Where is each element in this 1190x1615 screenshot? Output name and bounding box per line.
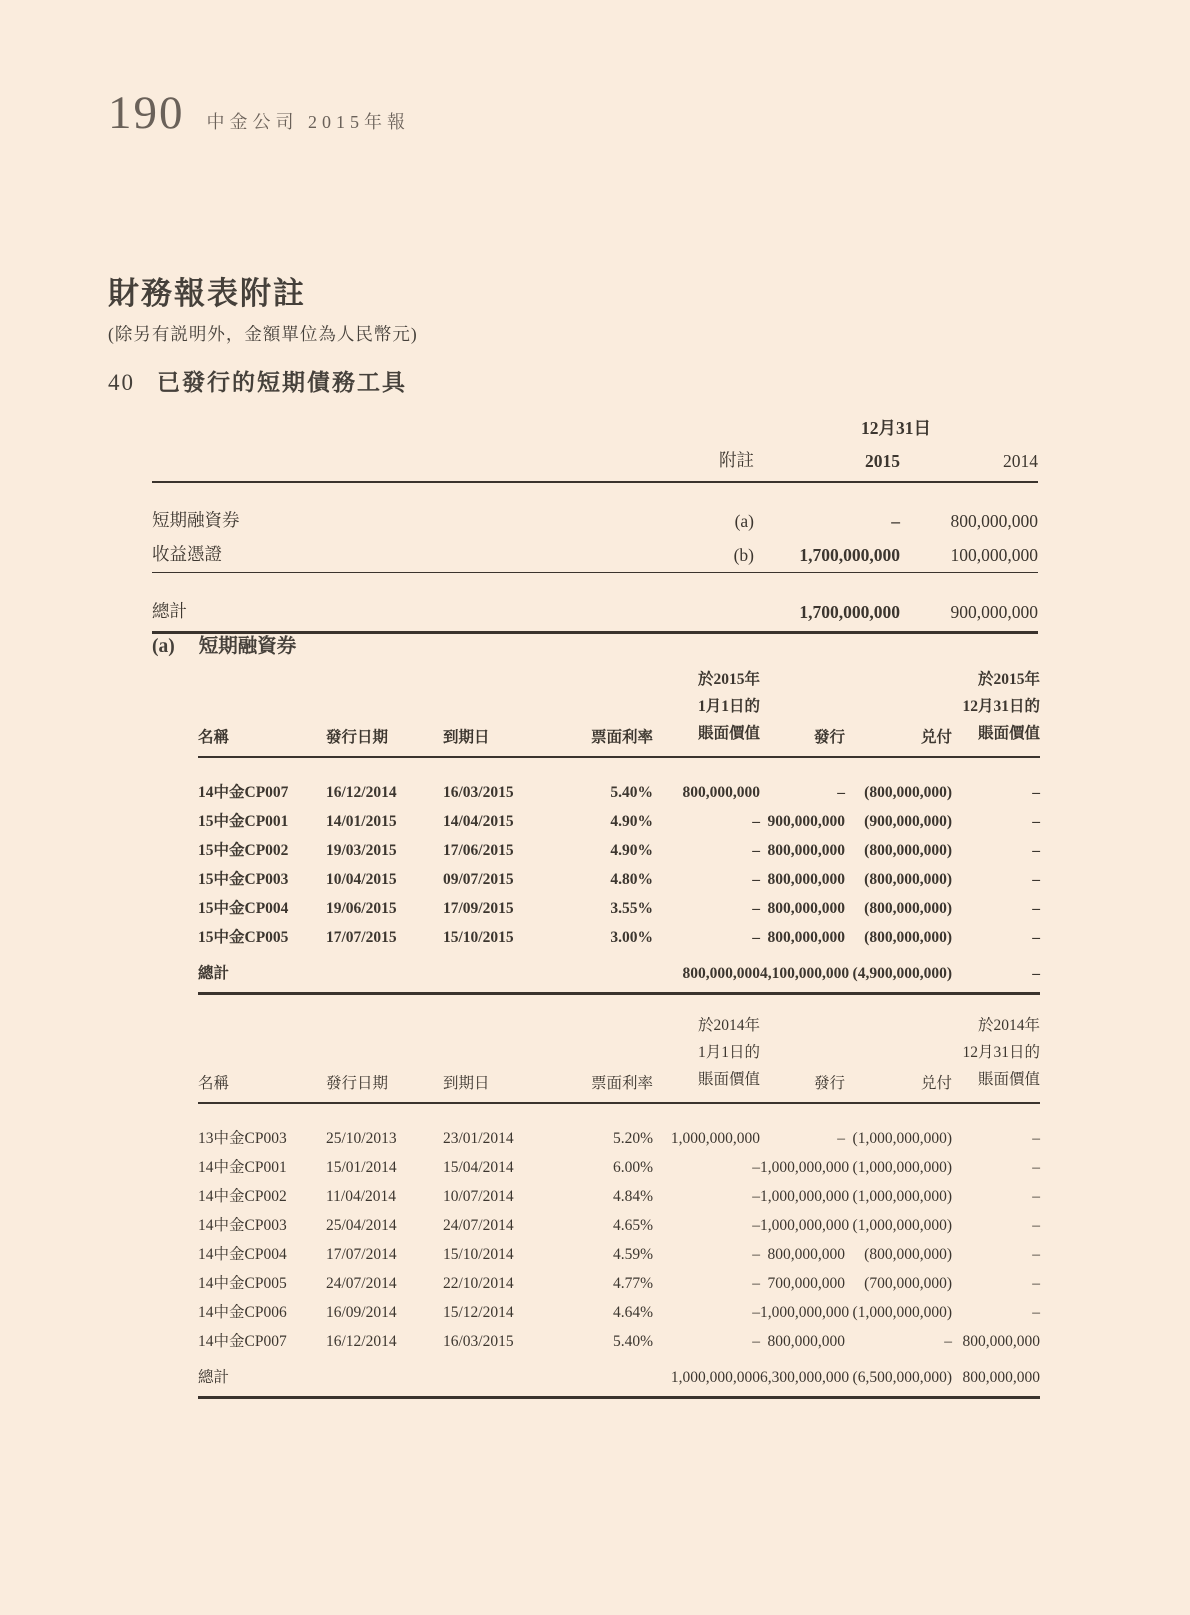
cp-name: 14中金CP006 [198,1304,287,1321]
cp-row [198,1235,1040,1264]
cp-table-2014 [198,1012,1040,1399]
cp-redeemed: (1,000,000,000) [852,1159,952,1176]
cp-issued: – [837,784,845,801]
cp-name: 14中金CP007 [198,784,289,801]
cp-maturity-date: 15/12/2014 [443,1304,514,1321]
cp-name: 14中金CP004 [198,1246,287,1263]
cp-redeemed: (800,000,000) [864,1246,952,1263]
cp-opening-value: – [752,842,760,859]
cp-name: 15中金CP004 [198,900,289,917]
cp-opening-value: 1,000,000,000 [670,1130,760,1147]
col-opening-carrying-value [653,1012,760,1103]
col-name: 名稱 [198,666,326,757]
cp-issued: 800,000,000 [767,871,845,888]
cp-row [198,802,1040,831]
total-opening: 1,000,000,000 [653,1351,760,1398]
cp-redeemed: (900,000,000) [864,813,952,830]
spacer [543,1351,653,1398]
cp-maturity-date: 17/09/2015 [443,900,514,917]
spacer [152,408,700,440]
cp-coupon-rate: 4.90% [610,842,653,859]
total-label: 總計 [198,1351,326,1398]
value-2014: 800,000,000 [950,511,1038,531]
cp-closing-value: 800,000,000 [962,1333,1040,1350]
cp-opening-value: – [752,1275,760,1292]
running-header [108,86,410,140]
header-line: 1月1日的 [697,698,760,715]
total-redeemed: (4,900,000,000) [845,947,952,994]
cp-issue-date: 17/07/2015 [326,929,397,946]
col-issued: 發行 [760,666,845,757]
spacer [700,573,754,633]
header-line: 於2015年 [697,671,760,688]
cp-issue-date: 14/01/2015 [326,813,397,830]
cp-name: 14中金CP002 [198,1188,287,1205]
note-ref: (b) [700,532,754,573]
summary-row-short-term-notes [152,482,1038,532]
header-line: 賬面價值 [977,725,1040,742]
cp-issue-date: 11/04/2014 [326,1188,397,1205]
header-line: 於2014年 [697,1017,760,1034]
cp-coupon-rate: 3.55% [610,900,653,917]
cp-2014-header-row [198,1012,1040,1103]
cp-maturity-date: 15/04/2014 [443,1159,514,1176]
cp-row [198,831,1040,860]
cp-issue-date: 17/07/2014 [326,1246,397,1263]
cp-2015-header-row [198,666,1040,757]
cp-row [198,1206,1040,1235]
cp-closing-value: – [1032,1246,1040,1263]
cp-closing-value: – [1032,1188,1040,1205]
summary-table [152,408,1038,634]
cp-issue-date: 25/10/2013 [326,1130,397,1147]
spacer [700,408,754,440]
row-label: 收益憑證 [152,532,700,573]
cp-issued: – [837,1130,845,1147]
cp-coupon-rate: 4.59% [612,1246,653,1263]
cp-issued: 800,000,000 [767,1333,845,1350]
col-opening-carrying-value [653,666,760,757]
cp-name: 15中金CP005 [198,929,289,946]
cp-opening-value: – [752,813,760,830]
header-line: 賬面價值 [697,725,760,742]
cp-name: 14中金CP001 [198,1159,287,1176]
cp-coupon-rate: 4.80% [610,871,653,888]
cp-opening-value: – [752,1246,760,1263]
cp-issue-date: 10/04/2015 [326,871,397,888]
cp-closing-value: – [1032,842,1040,859]
cp-name: 14中金CP003 [198,1217,287,1234]
cp-row [198,918,1040,947]
total-opening: 800,000,000 [653,947,760,994]
document-title: 財務報表附註 [108,276,306,311]
spacer [326,947,443,994]
cp-closing-value: – [1032,1130,1040,1147]
value-2015: 1,700,000,000 [754,532,900,573]
cp-issue-date: 25/04/2014 [326,1217,397,1234]
spacer [152,440,700,482]
total-redeemed: (6,500,000,000) [845,1351,952,1398]
col-maturity-date: 到期日 [443,666,543,757]
col-coupon-rate: 票面利率 [543,1012,653,1103]
col-issue-date: 發行日期 [326,1012,443,1103]
cp-opening-value: – [752,871,760,888]
cp-maturity-date: 16/03/2015 [443,1333,514,1350]
cp-name: 13中金CP003 [198,1130,287,1147]
total-2014: 900,000,000 [900,573,1038,633]
title-block [108,268,418,346]
cp-redeemed: (700,000,000) [864,1275,952,1292]
cp-name: 14中金CP007 [198,1333,287,1350]
total-closing: – [952,947,1040,994]
subsection-marker: (a) [152,636,175,657]
cp-opening-value: – [752,1217,760,1234]
total-issued: 6,300,000,000 [760,1351,845,1398]
header-line: 於2015年 [977,671,1040,688]
total-label: 總計 [198,947,326,994]
cp-opening-value: – [752,1188,760,1205]
cp-issue-date: 16/12/2014 [326,784,397,801]
value-2014: 100,000,000 [900,532,1038,573]
cp-row [198,889,1040,918]
cp-coupon-rate: 4.65% [612,1217,653,1234]
summary-column-header-row [152,440,1038,482]
cp-coupon-rate: 6.00% [612,1159,653,1176]
document-subtitle: (除另有説明外，金額單位為人民幣元) [108,324,418,344]
cp-issue-date: 16/09/2014 [326,1304,397,1321]
total-label: 總計 [152,573,700,633]
cp-closing-value: – [1032,1159,1040,1176]
spacer [326,1351,443,1398]
cp-row [198,1264,1040,1293]
cp-row [198,1148,1040,1177]
cp-opening-value: – [752,900,760,917]
cp-issued: 1,000,000,000 [760,1159,850,1176]
cp-2015-total-row [198,947,1040,994]
cp-redeemed: (800,000,000) [864,842,952,859]
cp-closing-value: – [1032,929,1040,946]
header-line: 於2014年 [977,1017,1040,1034]
cp-issue-date: 24/07/2014 [326,1275,397,1292]
summary-date-header-row [152,408,1038,440]
cp-name: 15中金CP001 [198,813,289,830]
cp-issued: 1,000,000,000 [760,1304,850,1321]
col-issued: 發行 [760,1012,845,1103]
cp-row [198,1293,1040,1322]
column-header-2015: 2015 [754,440,900,482]
col-closing-carrying-value [952,1012,1040,1103]
cp-closing-value: – [1032,1217,1040,1234]
cp-maturity-date: 14/04/2015 [443,813,514,830]
cp-row [198,757,1040,802]
summary-total-row [152,573,1038,633]
cp-maturity-date: 17/06/2015 [443,842,514,859]
cp-maturity-date: 15/10/2014 [443,1246,514,1263]
cp-maturity-date: 16/03/2015 [443,784,514,801]
cp-issued: 700,000,000 [767,1275,845,1292]
report-name: 中金公司 2015年報 [206,112,410,132]
header-line: 1月1日的 [697,1044,760,1061]
col-maturity-date: 到期日 [443,1012,543,1103]
cp-row [198,1103,1040,1148]
cp-row [198,1322,1040,1351]
cp-coupon-rate: 5.40% [612,1333,653,1350]
column-header-note: 附註 [700,440,754,482]
page-number: 190 [108,87,185,139]
cp-redeemed: – [944,1333,952,1350]
col-coupon-rate: 票面利率 [543,666,653,757]
cp-maturity-date: 23/01/2014 [443,1130,514,1147]
cp-name: 15中金CP003 [198,871,289,888]
cp-coupon-rate: 4.84% [612,1188,653,1205]
cp-name: 14中金CP005 [198,1275,287,1292]
cp-coupon-rate: 4.77% [612,1275,653,1292]
cp-2014-total-row [198,1351,1040,1398]
cp-coupon-rate: 3.00% [610,929,653,946]
cp-issue-date: 19/06/2015 [326,900,397,917]
cp-maturity-date: 10/07/2014 [443,1188,514,1205]
spacer [443,947,543,994]
date-header: 12月31日 [861,418,931,438]
subsection-title: 短期融資券 [198,636,297,657]
col-name: 名稱 [198,1012,326,1103]
cp-closing-value: – [1032,813,1040,830]
cp-issued: 800,000,000 [767,1246,845,1263]
cp-opening-value: – [752,929,760,946]
cp-redeemed: (800,000,000) [864,784,952,801]
subsection-heading [152,630,296,658]
cp-opening-value: – [752,1159,760,1176]
header-line: 12月31日的 [962,1044,1040,1061]
cp-closing-value: – [1032,1304,1040,1321]
cp-name: 15中金CP002 [198,842,289,859]
cp-redeemed: (800,000,000) [864,929,952,946]
cp-redeemed: (1,000,000,000) [852,1188,952,1205]
header-line: 12月31日的 [962,698,1040,715]
header-line: 賬面價值 [977,1071,1040,1088]
cp-closing-value: – [1032,1275,1040,1292]
note-ref: (a) [734,511,754,531]
cp-issued: 1,000,000,000 [760,1188,850,1205]
cp-issue-date: 19/03/2015 [326,842,397,859]
cp-opening-value: – [752,1333,760,1350]
cp-issued: 800,000,000 [767,842,845,859]
header-line: 賬面價值 [697,1071,760,1088]
cp-row [198,860,1040,889]
cp-maturity-date: 24/07/2014 [443,1217,514,1234]
section-title: 已發行的短期債務工具 [157,370,407,395]
total-issued: 4,100,000,000 [760,947,845,994]
total-closing: 800,000,000 [952,1351,1040,1398]
cp-maturity-date: 15/10/2015 [443,929,514,946]
col-redeemed: 兑付 [845,666,952,757]
col-redeemed: 兑付 [845,1012,952,1103]
cp-redeemed: (800,000,000) [864,871,952,888]
cp-issued: 800,000,000 [767,929,845,946]
spacer [543,947,653,994]
column-header-2014: 2014 [900,440,1038,482]
cp-closing-value: – [1032,784,1040,801]
cp-coupon-rate: 4.90% [610,813,653,830]
cp-closing-value: – [1032,871,1040,888]
value-2015: – [891,511,900,531]
cp-redeemed: (800,000,000) [864,900,952,917]
cp-coupon-rate: 5.20% [612,1130,653,1147]
cp-closing-value: – [1032,900,1040,917]
section-number: 40 [108,370,135,395]
cp-coupon-rate: 4.64% [612,1304,653,1321]
cp-redeemed: (1,000,000,000) [852,1304,952,1321]
row-label: 短期融資券 [152,510,240,530]
cp-maturity-date: 09/07/2015 [443,871,514,888]
cp-redeemed: (1,000,000,000) [852,1217,952,1234]
summary-row-income-certificates [152,532,1038,573]
cp-opening-value: 800,000,000 [682,784,760,801]
cp-redeemed: (1,000,000,000) [852,1130,952,1147]
section-heading [108,364,407,397]
cp-issue-date: 15/01/2014 [326,1159,397,1176]
cp-issued: 1,000,000,000 [760,1217,850,1234]
cp-table-2015 [198,666,1040,995]
cp-issued: 900,000,000 [767,813,845,830]
cp-maturity-date: 22/10/2014 [443,1275,514,1292]
cp-opening-value: – [752,1304,760,1321]
cp-coupon-rate: 5.40% [610,784,653,801]
cp-issued: 800,000,000 [767,900,845,917]
spacer [443,1351,543,1398]
cp-issue-date: 16/12/2014 [326,1333,397,1350]
cp-row [198,1177,1040,1206]
total-2015: 1,700,000,000 [754,573,900,633]
col-issue-date: 發行日期 [326,666,443,757]
col-closing-carrying-value [952,666,1040,757]
